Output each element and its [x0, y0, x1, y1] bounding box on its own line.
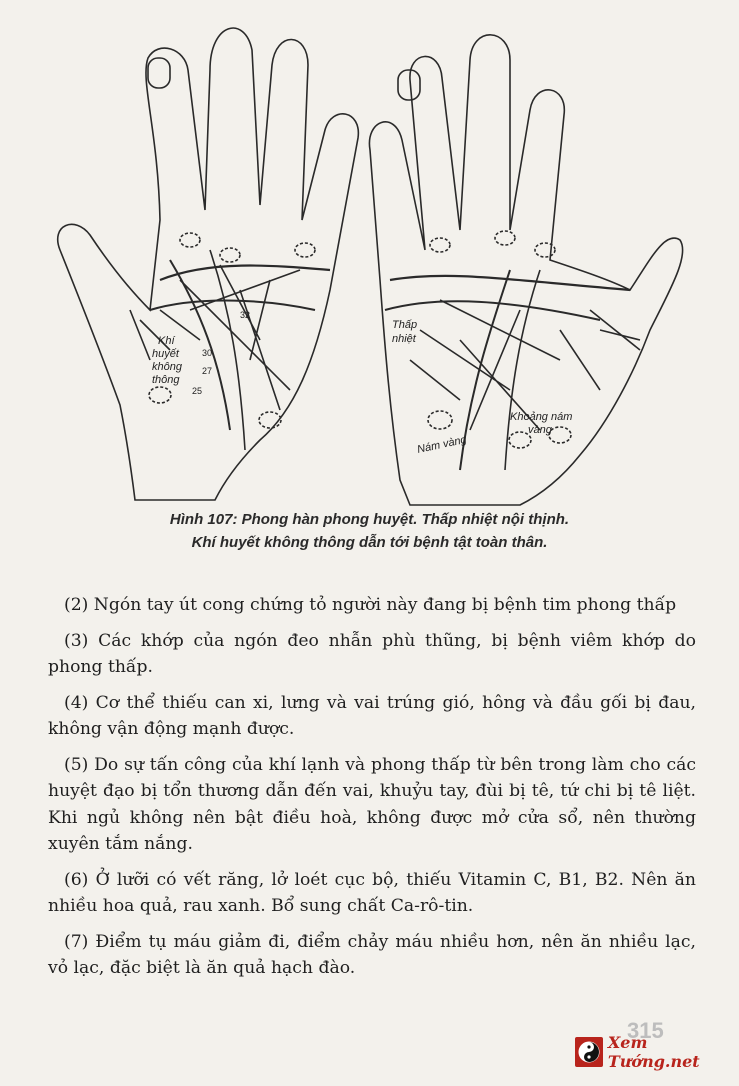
- left-label-1: Khí: [158, 335, 175, 347]
- left-number-1: 32: [240, 310, 251, 320]
- body-text: [48, 592, 696, 991]
- right-hand: [369, 35, 682, 505]
- figure-caption: [0, 508, 739, 554]
- left-number-3: 27: [202, 366, 213, 376]
- caption-line-2: Khí huyết không thông dẫn tới bệnh tật toàn thân.: [191, 534, 548, 551]
- watermark-brand: Xem Tướng.net: [607, 1033, 700, 1071]
- right-label-bottom-right-2: vàng: [528, 424, 552, 436]
- left-number-2: 30: [202, 348, 213, 358]
- paragraph-3: (3) Các khớp của ngón đeo nhẫn phù thũng, bị bệnh viêm khớp do phong thấp.: [48, 630, 696, 677]
- right-label-bottom-right-1: Khoảng nám: [510, 411, 573, 423]
- right-label-2: nhiệt: [392, 333, 416, 345]
- watermark: [575, 1035, 735, 1069]
- right-label-1: Thấp: [392, 319, 418, 331]
- paragraph-6: (6) Ở lưỡi có vết răng, lở loét cục bộ, thiếu Vitamin C, B1, B2. Nên ăn nhiều hoa quả, rau xanh. Bổ sung chất Ca-rô-tin.: [48, 869, 696, 916]
- left-nail-icon: [148, 58, 170, 88]
- left-number-4: 25: [192, 386, 203, 396]
- left-label-4: thông: [152, 374, 180, 386]
- yin-yang-icon: [575, 1037, 603, 1067]
- right-label-bottom-left: Nám vàng: [416, 433, 468, 456]
- hands-drawing: [40, 10, 700, 510]
- palm-illustration: [40, 10, 700, 510]
- left-label-2: huyết: [152, 348, 179, 360]
- left-hand: [58, 28, 359, 500]
- page-number: 315: [627, 1018, 664, 1043]
- paragraph-2: (2) Ngón tay út cong chứng tỏ người này đang bị bệnh tim phong thấp: [64, 595, 677, 615]
- paragraph-7: (7) Điểm tụ máu giảm đi, điểm chảy máu nhiều hơn, nên ăn nhiều lạc, vỏ lạc, đặc biệt là ăn quả hạch đào.: [48, 931, 696, 978]
- paragraph-4: (4) Cơ thể thiếu can xi, lưng và vai trúng gió, hông và đầu gối bị đau, không vận động mạnh được.: [48, 692, 696, 739]
- left-label-3: không: [152, 361, 182, 373]
- paragraph-5: (5) Do sự tấn công của khí lạnh và phong thấp từ bên trong làm cho các huyệt đạo bị tổn thương dẫn đến vai, khuỷu tay, đùi bị tê, tứ chi bị tê liệt. Khi ngủ không nên bật điều hoà, không được mở cửa sổ, nên thường xuyên tắm nắng.: [48, 754, 696, 854]
- caption-line-1: Hình 107: Phong hàn phong huyệt. Thấp nhiệt nội thịnh.: [169, 511, 570, 528]
- right-nail-icon: [398, 70, 420, 100]
